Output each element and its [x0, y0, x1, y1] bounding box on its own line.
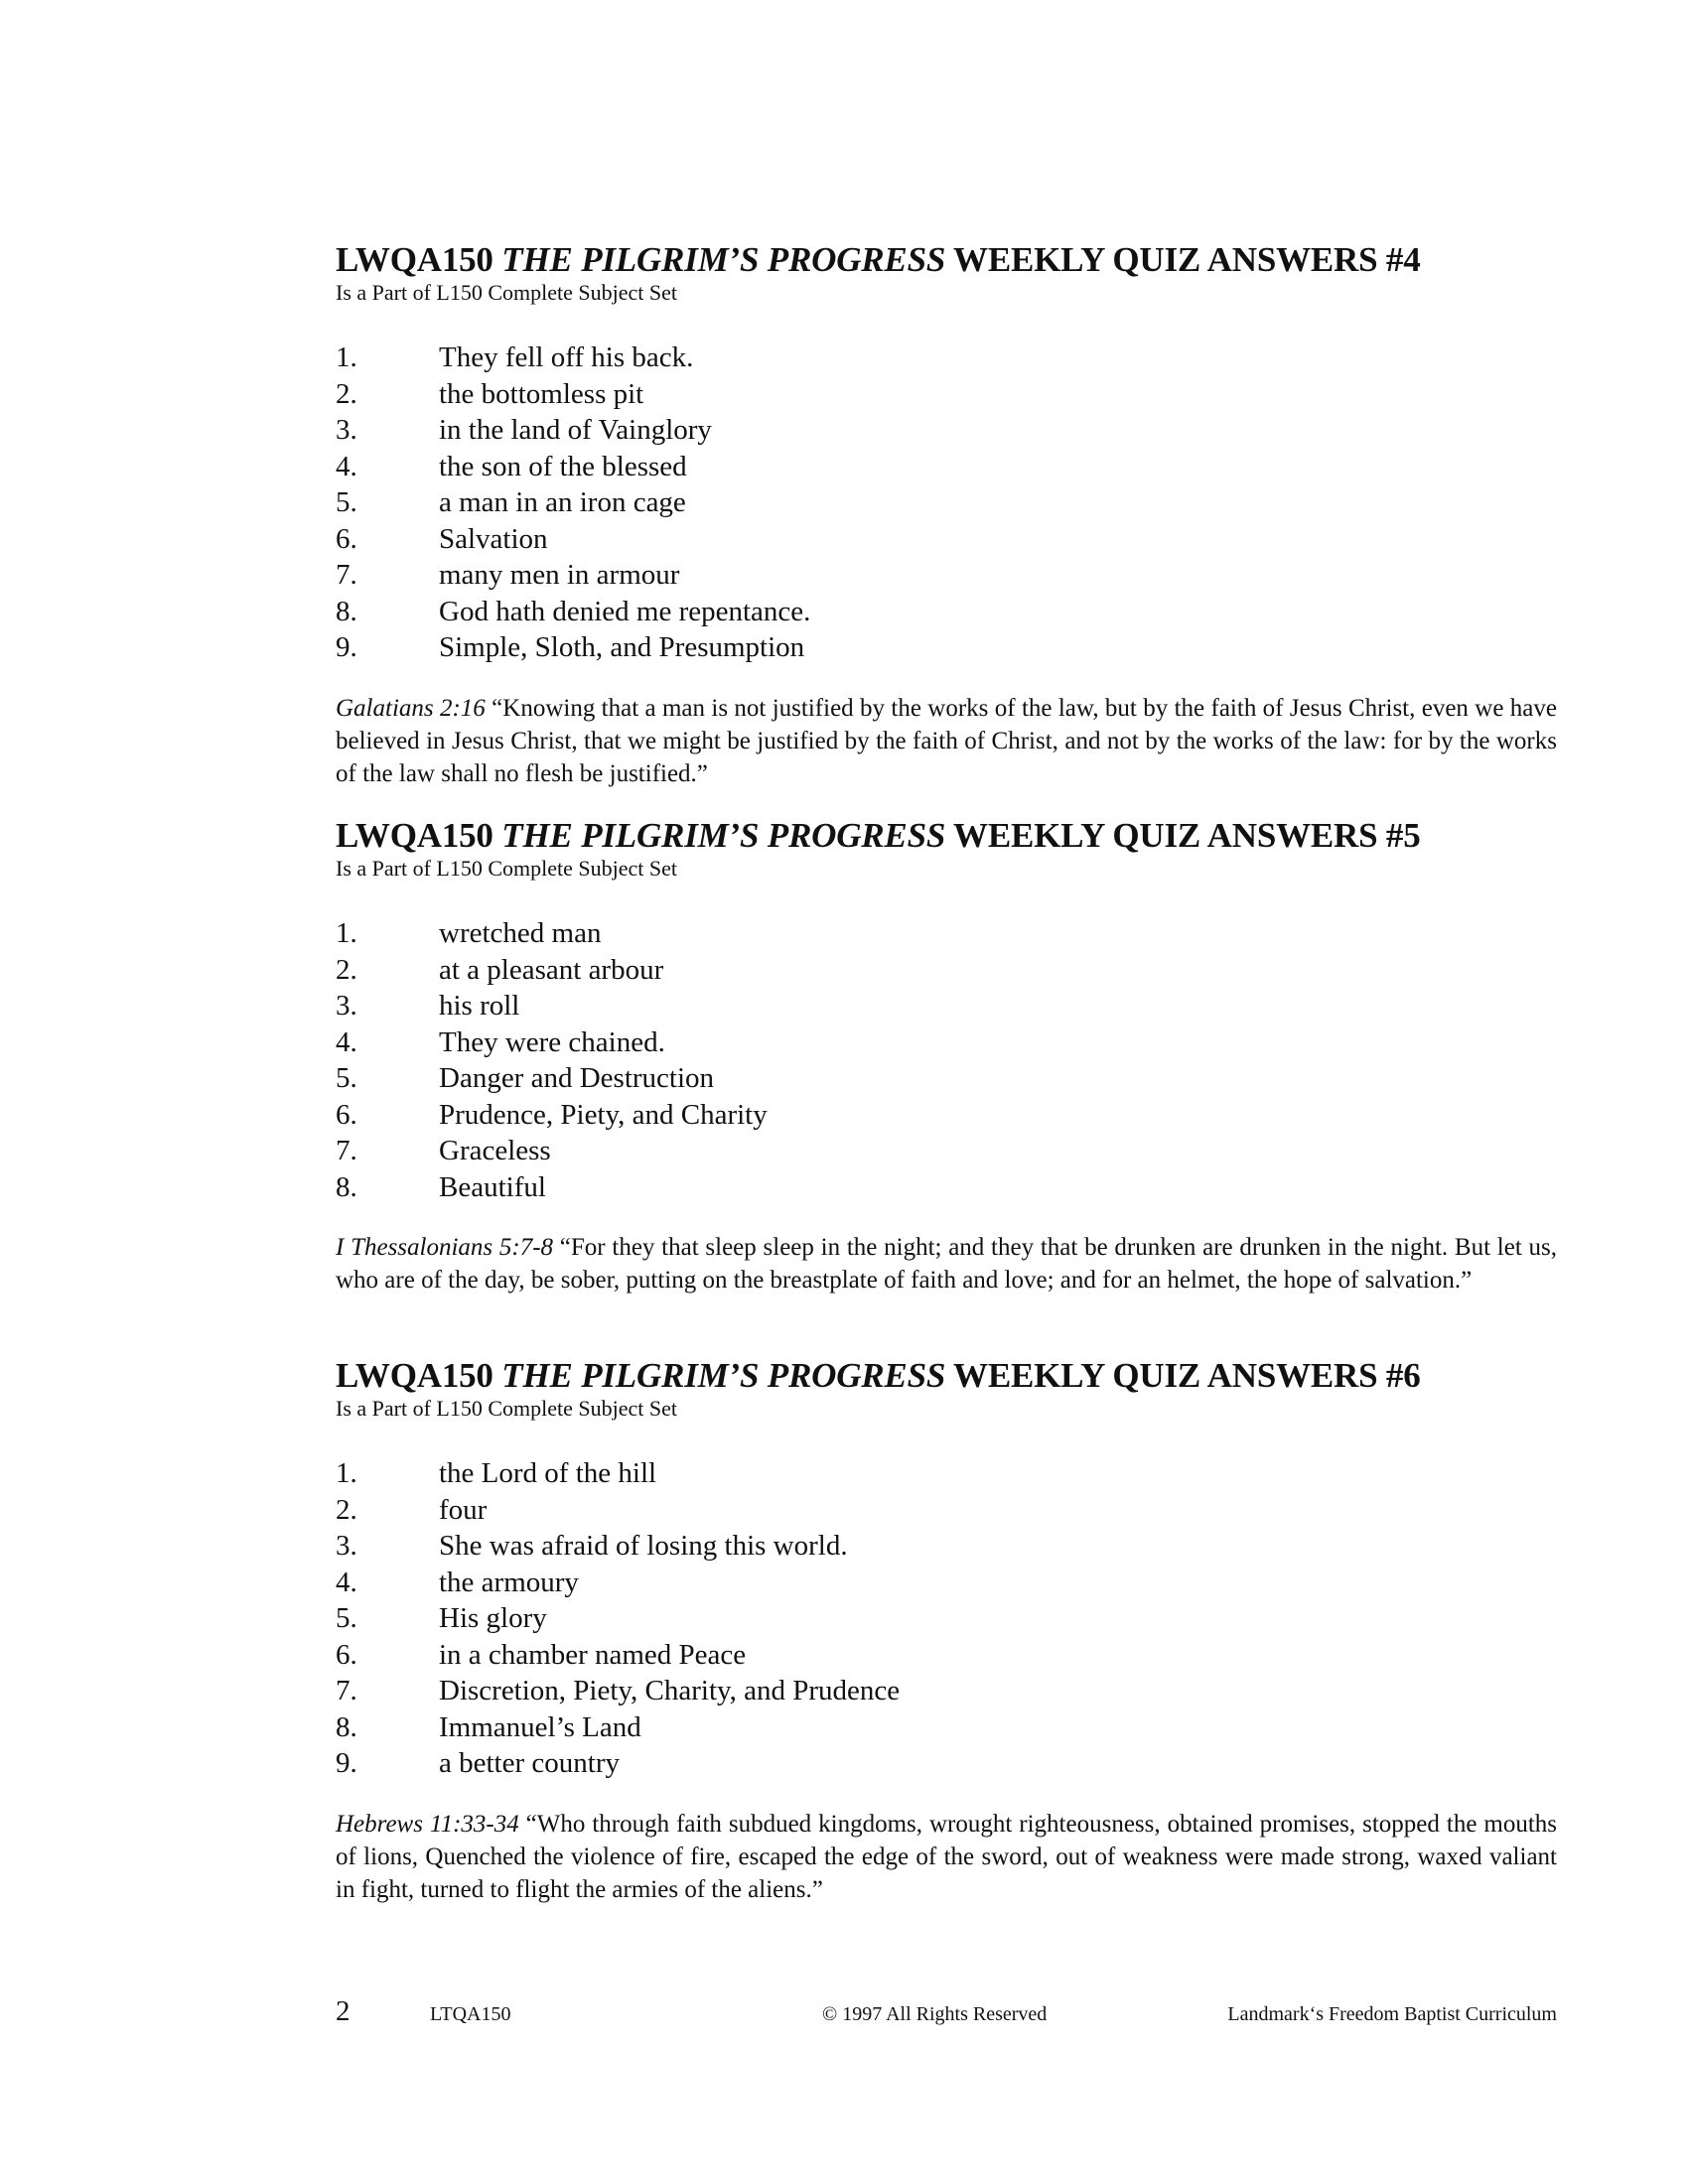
answer-item — [336, 1600, 1557, 1637]
answer-number: 1. — [336, 341, 357, 373]
answer-item — [336, 952, 1557, 989]
document-code: LTQA150 — [430, 2003, 511, 2025]
verse-text: “For they that sleep sleep in the night; and they that be drunken are drunken in the night. But let us, who are of the day, be sober, putting on the breastplate of faith and love; and for an helmet, the hope of salvation.” — [336, 1234, 1557, 1294]
answer-text: the son of the blessed — [439, 450, 687, 482]
title-prefix: LWQA150 — [336, 240, 502, 279]
answer-item — [336, 1024, 1557, 1061]
title-suffix: WEEKLY QUIZ ANSWERS #5 — [945, 816, 1421, 855]
verse-text: “Who through faith subdued kingdoms, wrought righteousness, obtained promises, stopped the mouths of lions, Quenched the violence of fire, escaped the edge of the sword, out of weakness were made strong, waxed valiant in fight, turned to flight the armies of the aliens.” — [336, 1810, 1557, 1903]
answer-item — [336, 629, 1557, 666]
copyright-notice: © 1997 All Rights Reserved — [822, 2003, 1048, 2025]
answer-number: 2. — [336, 953, 357, 986]
answer-item — [336, 1097, 1557, 1134]
quiz-answers-section-6 — [336, 1356, 1557, 1906]
answer-text: Discretion, Piety, Charity, and Prudence — [439, 1675, 901, 1706]
answer-item — [336, 1673, 1557, 1709]
answer-text: They fell off his back. — [439, 341, 694, 373]
answer-number: 7. — [336, 1135, 357, 1166]
title-prefix: LWQA150 — [336, 1356, 502, 1395]
verse-reference: Hebrews 11:33-34 — [336, 1810, 519, 1838]
answer-number: 5. — [336, 486, 357, 518]
answer-text: in the land of Vainglory — [439, 414, 712, 446]
answer-number: 7. — [336, 559, 357, 591]
verse-reference: Galatians 2:16 — [336, 694, 486, 722]
answer-text: at a pleasant arbour — [439, 953, 664, 986]
answer-number: 3. — [336, 414, 357, 446]
answer-text: Danger and Destruction — [439, 1062, 715, 1094]
answer-item — [336, 1745, 1557, 1782]
answer-item — [336, 915, 1557, 952]
answer-item — [336, 1060, 1557, 1097]
answer-number: 8. — [336, 1710, 357, 1743]
verse-text: “Knowing that a man is not justified by the works of the law, but by the faith of Jesus Christ, even we have believed in Jesus Christ, that we might be justified by the faith of Christ, and not by the works of the law: for by the works of the law shall no flesh be justified.” — [336, 694, 1557, 787]
answer-list — [336, 340, 1557, 666]
answer-number: 6. — [336, 1098, 357, 1131]
answer-text: his roll — [439, 990, 520, 1022]
answer-text: They were chained. — [439, 1025, 665, 1058]
answer-item — [336, 376, 1557, 413]
answer-item — [336, 1455, 1557, 1492]
answer-item — [336, 1169, 1557, 1206]
answer-text: in a chamber named Peace — [439, 1638, 747, 1671]
answer-number: 6. — [336, 1638, 357, 1671]
page-number: 2 — [336, 1995, 351, 2027]
answer-text: Immanuel’s Land — [439, 1710, 641, 1743]
answer-item — [336, 1565, 1557, 1601]
section-title — [336, 1356, 1557, 1396]
verse-reference: I Thessalonians 5:7-8 — [336, 1234, 554, 1261]
answer-item — [336, 412, 1557, 449]
answer-item — [336, 1709, 1557, 1746]
answer-item — [336, 521, 1557, 558]
answer-text: wretched man — [439, 917, 602, 949]
answer-text: a better country — [439, 1747, 620, 1779]
page-footer — [336, 1995, 1557, 2035]
answer-item — [336, 340, 1557, 376]
answer-number: 8. — [336, 1170, 357, 1203]
answer-text: a man in an iron cage — [439, 486, 686, 518]
answer-number: 7. — [336, 1675, 357, 1706]
answer-item — [336, 1528, 1557, 1565]
answer-text: Prudence, Piety, and Charity — [439, 1098, 768, 1131]
scripture-verse — [336, 1808, 1557, 1906]
answer-number: 1. — [336, 1457, 357, 1489]
title-prefix: LWQA150 — [336, 816, 502, 855]
section-title — [336, 816, 1557, 856]
answer-text: His glory — [439, 1602, 547, 1634]
quiz-answers-section-5 — [336, 816, 1557, 1297]
answer-number: 6. — [336, 522, 357, 555]
section-subtitle: Is a Part of L150 Complete Subject Set — [336, 1396, 677, 1421]
answer-text: God hath denied me repentance. — [439, 595, 811, 627]
answer-text: the bottomless pit — [439, 377, 644, 410]
answer-number: 4. — [336, 1025, 357, 1058]
answer-number: 9. — [336, 631, 357, 663]
answer-number: 8. — [336, 595, 357, 627]
answer-text: Simple, Sloth, and Presumption — [439, 631, 805, 663]
title-suffix: WEEKLY QUIZ ANSWERS #4 — [945, 240, 1421, 279]
document-page — [336, 0, 1557, 2184]
answer-text: four — [439, 1493, 488, 1526]
answer-number: 5. — [336, 1602, 357, 1634]
answer-number: 3. — [336, 990, 357, 1022]
quiz-answers-section-4 — [336, 240, 1557, 790]
section-subtitle: Is a Part of L150 Complete Subject Set — [336, 856, 677, 881]
curriculum-name: Landmark‘s Freedom Baptist Curriculum — [1227, 2003, 1557, 2025]
answer-item — [336, 449, 1557, 485]
answer-list — [336, 1455, 1557, 1782]
answer-item — [336, 1637, 1557, 1674]
scripture-verse — [336, 1231, 1557, 1297]
answer-item — [336, 484, 1557, 521]
answer-number: 3. — [336, 1530, 357, 1562]
scripture-verse — [336, 692, 1557, 790]
section-title — [336, 240, 1557, 280]
answer-number: 2. — [336, 377, 357, 410]
answer-text: Graceless — [439, 1135, 551, 1166]
answer-number: 4. — [336, 450, 357, 482]
answer-text: the armoury — [439, 1566, 579, 1598]
title-suffix: WEEKLY QUIZ ANSWERS #6 — [945, 1356, 1421, 1395]
answer-text: the Lord of the hill — [439, 1457, 657, 1489]
answer-item — [336, 1133, 1557, 1169]
answer-item — [336, 594, 1557, 630]
answer-item — [336, 988, 1557, 1024]
title-book: THE PILGRIM’S PROGRESS — [501, 816, 946, 855]
answer-item — [336, 557, 1557, 594]
answer-list — [336, 915, 1557, 1205]
section-subtitle: Is a Part of L150 Complete Subject Set — [336, 280, 677, 305]
answer-text: Beautiful — [439, 1170, 546, 1203]
title-book: THE PILGRIM’S PROGRESS — [501, 240, 946, 279]
answer-number: 2. — [336, 1493, 357, 1526]
answer-text: many men in armour — [439, 559, 680, 591]
answer-text: She was afraid of losing this world. — [439, 1530, 848, 1562]
title-book: THE PILGRIM’S PROGRESS — [501, 1356, 946, 1395]
answer-number: 4. — [336, 1566, 357, 1598]
answer-text: Salvation — [439, 522, 548, 555]
answer-item — [336, 1492, 1557, 1529]
answer-number: 9. — [336, 1747, 357, 1779]
answer-number: 1. — [336, 917, 357, 949]
answer-number: 5. — [336, 1062, 357, 1094]
